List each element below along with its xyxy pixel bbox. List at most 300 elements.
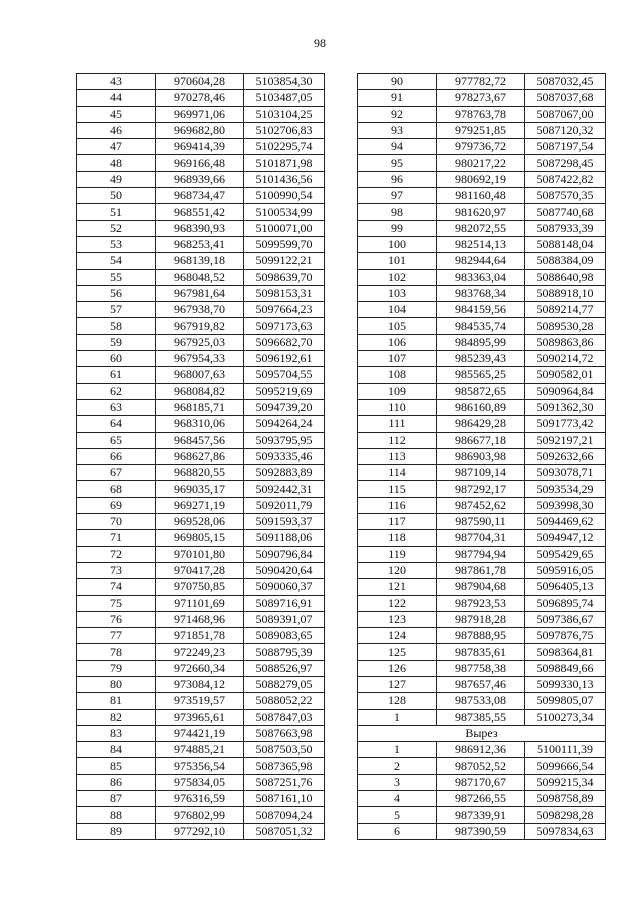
y-coordinate-cell: 5087161,10 (244, 791, 325, 807)
y-coordinate-cell: 5098153,31 (244, 285, 325, 301)
table-row (358, 644, 606, 660)
x-coordinate-cell: 968820,55 (156, 465, 244, 481)
y-coordinate-cell: 5093534,29 (525, 481, 606, 497)
point-number-cell: 100 (358, 236, 437, 252)
point-number-cell: 62 (77, 383, 156, 399)
y-coordinate-cell: 5089214,77 (525, 302, 606, 318)
y-coordinate-cell: 5100273,34 (525, 709, 606, 725)
table-row (77, 106, 325, 122)
x-coordinate-cell: 973519,57 (156, 693, 244, 709)
x-coordinate-cell: 986429,28 (437, 416, 525, 432)
x-coordinate-cell: 968310,06 (156, 416, 244, 432)
x-coordinate-cell: 987533,08 (437, 693, 525, 709)
x-coordinate-cell: 986903,98 (437, 448, 525, 464)
y-coordinate-cell: 5087197,54 (525, 139, 606, 155)
y-coordinate-cell: 5090060,37 (244, 579, 325, 595)
table-row (358, 351, 606, 367)
y-coordinate-cell: 5087094,24 (244, 807, 325, 823)
y-coordinate-cell: 5095704,55 (244, 367, 325, 383)
y-coordinate-cell: 5090582,01 (525, 367, 606, 383)
x-coordinate-cell: 974421,19 (156, 725, 244, 741)
x-coordinate-cell: 987590,11 (437, 514, 525, 530)
y-coordinate-cell: 5091188,06 (244, 530, 325, 546)
y-coordinate-cell: 5093998,30 (525, 497, 606, 513)
table-row (358, 676, 606, 692)
y-coordinate-cell: 5097664,23 (244, 302, 325, 318)
x-coordinate-cell: 987923,53 (437, 595, 525, 611)
x-coordinate-cell: 967981,64 (156, 285, 244, 301)
x-coordinate-cell: 977292,10 (156, 823, 244, 839)
y-coordinate-cell: 5089530,28 (525, 318, 606, 334)
table-row (77, 611, 325, 627)
y-coordinate-cell: 5087847,03 (244, 709, 325, 725)
point-number-cell: 64 (77, 416, 156, 432)
y-coordinate-cell: 5087365,98 (244, 758, 325, 774)
x-coordinate-cell: 987385,55 (437, 709, 525, 725)
x-coordinate-cell: 984535,74 (437, 318, 525, 334)
y-coordinate-cell: 5092197,21 (525, 432, 606, 448)
point-number-cell: 114 (358, 465, 437, 481)
point-number-cell: 97 (358, 188, 437, 204)
table-row (358, 155, 606, 171)
table-row (77, 139, 325, 155)
table-row (77, 791, 325, 807)
point-number-cell: 125 (358, 644, 437, 660)
x-coordinate-cell: 968457,56 (156, 432, 244, 448)
y-coordinate-cell: 5103487,05 (244, 90, 325, 106)
page-number: 98 (314, 36, 326, 50)
table-row (358, 106, 606, 122)
y-coordinate-cell: 5090796,84 (244, 546, 325, 562)
y-coordinate-cell: 5099805,07 (525, 693, 606, 709)
point-number-cell: 78 (77, 644, 156, 660)
table-row (77, 155, 325, 171)
x-coordinate-cell: 969971,06 (156, 106, 244, 122)
table-row (358, 530, 606, 546)
point-number-cell: 58 (77, 318, 156, 334)
point-number-cell: 68 (77, 481, 156, 497)
x-coordinate-cell: 968390,93 (156, 220, 244, 236)
x-coordinate-cell: 982514,13 (437, 236, 525, 252)
point-number-cell: 81 (77, 693, 156, 709)
table-row (77, 595, 325, 611)
y-coordinate-cell: 5102706,83 (244, 122, 325, 138)
point-number-cell: 54 (77, 253, 156, 269)
x-coordinate-cell: 987266,55 (437, 791, 525, 807)
table-row (358, 611, 606, 627)
point-number-cell: 107 (358, 351, 437, 367)
table-row (77, 725, 325, 741)
point-number-cell: 128 (358, 693, 437, 709)
table-row (358, 416, 606, 432)
table-row (358, 709, 606, 725)
point-number-cell: 65 (77, 432, 156, 448)
table-row (77, 188, 325, 204)
y-coordinate-cell: 5096895,74 (525, 595, 606, 611)
point-number-cell: 44 (77, 90, 156, 106)
table-row (358, 269, 606, 285)
point-number-cell: 67 (77, 465, 156, 481)
table-row (77, 644, 325, 660)
x-coordinate-cell: 987794,94 (437, 546, 525, 562)
y-coordinate-cell: 5097876,75 (525, 628, 606, 644)
point-number-cell: 127 (358, 676, 437, 692)
table-row (358, 122, 606, 138)
x-coordinate-cell: 968627,86 (156, 448, 244, 464)
table-row (77, 220, 325, 236)
point-number-cell: 70 (77, 514, 156, 530)
point-number-cell: 3 (358, 774, 437, 790)
table-row (77, 742, 325, 758)
y-coordinate-cell: 5092011,79 (244, 497, 325, 513)
x-coordinate-cell: 987292,17 (437, 481, 525, 497)
y-coordinate-cell: 5099666,54 (525, 758, 606, 774)
point-number-cell: 103 (358, 285, 437, 301)
point-number-cell: 108 (358, 367, 437, 383)
point-number-cell: 53 (77, 236, 156, 252)
y-coordinate-cell: 5092883,89 (244, 465, 325, 481)
y-coordinate-cell: 5090964,84 (525, 383, 606, 399)
y-coordinate-cell: 5092632,66 (525, 448, 606, 464)
point-number-cell: 79 (77, 660, 156, 676)
point-number-cell: 69 (77, 497, 156, 513)
y-coordinate-cell: 5088148,04 (525, 236, 606, 252)
table-row (77, 497, 325, 513)
point-number-cell: 118 (358, 530, 437, 546)
y-coordinate-cell: 5100111,39 (525, 742, 606, 758)
y-coordinate-cell: 5094947,12 (525, 530, 606, 546)
point-number-cell: 1 (358, 709, 437, 725)
y-coordinate-cell: 5098639,70 (244, 269, 325, 285)
x-coordinate-cell: 987452,62 (437, 497, 525, 513)
point-number-cell: 92 (358, 106, 437, 122)
table-row (77, 171, 325, 187)
point-number-cell: 117 (358, 514, 437, 530)
x-coordinate-cell: 981620,97 (437, 204, 525, 220)
point-number-cell: 85 (77, 758, 156, 774)
point-number-cell: 80 (77, 676, 156, 692)
x-coordinate-cell: 967925,03 (156, 334, 244, 350)
x-coordinate-cell: 987390,59 (437, 823, 525, 839)
table-row (358, 253, 606, 269)
table-row (77, 302, 325, 318)
point-number-cell: 5 (358, 807, 437, 823)
x-coordinate-cell: 973965,61 (156, 709, 244, 725)
point-number-cell: 75 (77, 595, 156, 611)
x-coordinate-cell: 985239,43 (437, 351, 525, 367)
y-coordinate-cell: 5090420,64 (244, 562, 325, 578)
x-coordinate-cell: 980217,22 (437, 155, 525, 171)
table-row (77, 693, 325, 709)
x-coordinate-cell: 974885,21 (156, 742, 244, 758)
table-row (358, 220, 606, 236)
y-coordinate-cell: 5087740,68 (525, 204, 606, 220)
point-number-cell: 126 (358, 660, 437, 676)
x-coordinate-cell: 987918,28 (437, 611, 525, 627)
y-coordinate-cell: 5088279,05 (244, 676, 325, 692)
point-number-cell: 102 (358, 269, 437, 285)
point-number-cell: 2 (358, 758, 437, 774)
y-coordinate-cell: 5089716,91 (244, 595, 325, 611)
x-coordinate-cell: 969805,15 (156, 530, 244, 546)
point-number-cell: 89 (77, 823, 156, 839)
table-row (358, 562, 606, 578)
table-row (358, 432, 606, 448)
x-coordinate-cell: 987904,68 (437, 579, 525, 595)
table-row (77, 383, 325, 399)
point-number-cell: 99 (358, 220, 437, 236)
point-number-cell: 71 (77, 530, 156, 546)
table-row (358, 74, 606, 90)
y-coordinate-cell: 5098298,28 (525, 807, 606, 823)
point-number-cell: 82 (77, 709, 156, 725)
point-number-cell: 76 (77, 611, 156, 627)
y-coordinate-cell: 5087032,45 (525, 74, 606, 90)
point-number-cell: 73 (77, 562, 156, 578)
x-coordinate-cell: 969166,48 (156, 155, 244, 171)
point-number-cell: 77 (77, 628, 156, 644)
x-coordinate-cell: 982944,64 (437, 253, 525, 269)
x-coordinate-cell: 967954,33 (156, 351, 244, 367)
table-row (358, 546, 606, 562)
y-coordinate-cell: 5091593,37 (244, 514, 325, 530)
x-coordinate-cell: 972660,34 (156, 660, 244, 676)
x-coordinate-cell: 986912,36 (437, 742, 525, 758)
y-coordinate-cell: 5091362,30 (525, 399, 606, 415)
table-row (77, 432, 325, 448)
y-coordinate-cell: 5103104,25 (244, 106, 325, 122)
table-row (358, 367, 606, 383)
table-row (358, 807, 606, 823)
y-coordinate-cell: 5099599,70 (244, 236, 325, 252)
point-number-cell: 50 (77, 188, 156, 204)
point-number-cell: 106 (358, 334, 437, 350)
x-coordinate-cell: 985565,25 (437, 367, 525, 383)
point-number-cell: 121 (358, 579, 437, 595)
y-coordinate-cell: 5091773,42 (525, 416, 606, 432)
y-coordinate-cell: 5094264,24 (244, 416, 325, 432)
coordinates-table-right (357, 73, 606, 840)
y-coordinate-cell: 5087037,68 (525, 90, 606, 106)
y-coordinate-cell: 5089863,86 (525, 334, 606, 350)
table-row (358, 285, 606, 301)
table-row (358, 465, 606, 481)
y-coordinate-cell: 5087051,32 (244, 823, 325, 839)
x-coordinate-cell: 978763,78 (437, 106, 525, 122)
x-coordinate-cell: 987861,78 (437, 562, 525, 578)
y-coordinate-cell: 5101436,56 (244, 171, 325, 187)
x-coordinate-cell: 981160,48 (437, 188, 525, 204)
table-row (77, 236, 325, 252)
y-coordinate-cell: 5099215,34 (525, 774, 606, 790)
point-number-cell: 93 (358, 122, 437, 138)
table-row (77, 660, 325, 676)
point-number-cell: 90 (358, 74, 437, 90)
point-number-cell: 101 (358, 253, 437, 269)
x-coordinate-cell: 972249,23 (156, 644, 244, 660)
x-coordinate-cell: 970278,46 (156, 90, 244, 106)
point-number-cell: 123 (358, 611, 437, 627)
x-coordinate-cell: 968048,52 (156, 269, 244, 285)
table-row (358, 742, 606, 758)
point-number-cell: 120 (358, 562, 437, 578)
point-number-cell: 47 (77, 139, 156, 155)
point-number-cell: 48 (77, 155, 156, 171)
table-row (77, 318, 325, 334)
y-coordinate-cell: 5097173,63 (244, 318, 325, 334)
x-coordinate-cell: 987170,67 (437, 774, 525, 790)
x-coordinate-cell: 976802,99 (156, 807, 244, 823)
y-coordinate-cell: 5098849,66 (525, 660, 606, 676)
x-coordinate-cell: 971468,96 (156, 611, 244, 627)
point-number-cell: 110 (358, 399, 437, 415)
y-coordinate-cell: 5100534,99 (244, 204, 325, 220)
y-coordinate-cell: 5088640,98 (525, 269, 606, 285)
point-number-cell: 98 (358, 204, 437, 220)
y-coordinate-cell: 5098364,81 (525, 644, 606, 660)
y-coordinate-cell: 5087251,76 (244, 774, 325, 790)
point-number-cell: 96 (358, 171, 437, 187)
y-coordinate-cell: 5097386,67 (525, 611, 606, 627)
x-coordinate-cell: 987704,31 (437, 530, 525, 546)
table-row (77, 546, 325, 562)
point-number-cell: 91 (358, 90, 437, 106)
x-coordinate-cell: 987657,46 (437, 676, 525, 692)
table-row (77, 367, 325, 383)
point-number-cell: 60 (77, 351, 156, 367)
table-row (77, 758, 325, 774)
x-coordinate-cell: 968139,18 (156, 253, 244, 269)
table-row (77, 481, 325, 497)
table-row (358, 595, 606, 611)
y-coordinate-cell: 5097834,63 (525, 823, 606, 839)
table-row (77, 74, 325, 90)
x-coordinate-cell: 979736,72 (437, 139, 525, 155)
x-coordinate-cell: 983363,04 (437, 269, 525, 285)
y-coordinate-cell: 5087422,82 (525, 171, 606, 187)
point-number-cell: 86 (77, 774, 156, 790)
y-coordinate-cell: 5095916,05 (525, 562, 606, 578)
table-row (358, 236, 606, 252)
y-coordinate-cell: 5103854,30 (244, 74, 325, 90)
point-number-cell: 72 (77, 546, 156, 562)
x-coordinate-cell: 979251,85 (437, 122, 525, 138)
table-row (358, 823, 606, 839)
x-coordinate-cell: 970750,85 (156, 579, 244, 595)
table-row (358, 204, 606, 220)
point-number-cell: 59 (77, 334, 156, 350)
x-coordinate-cell: 968734,47 (156, 188, 244, 204)
table-row (77, 399, 325, 415)
table-row (358, 302, 606, 318)
table-row (77, 465, 325, 481)
x-coordinate-cell: 984895,99 (437, 334, 525, 350)
point-number-cell: 57 (77, 302, 156, 318)
y-coordinate-cell: 5087503,50 (244, 742, 325, 758)
y-coordinate-cell: 5088384,09 (525, 253, 606, 269)
x-coordinate-cell: 969414,39 (156, 139, 244, 155)
y-coordinate-cell: 5095219,69 (244, 383, 325, 399)
table-row (77, 285, 325, 301)
x-coordinate-cell: 968551,42 (156, 204, 244, 220)
x-coordinate-cell: 973084,12 (156, 676, 244, 692)
point-number-cell: 51 (77, 204, 156, 220)
point-number-cell: 1 (358, 742, 437, 758)
table-row (77, 253, 325, 269)
point-number-cell: 46 (77, 122, 156, 138)
point-number-cell: 87 (77, 791, 156, 807)
y-coordinate-cell: 5098758,89 (525, 791, 606, 807)
y-coordinate-cell: 5087663,98 (244, 725, 325, 741)
point-number-cell: 45 (77, 106, 156, 122)
point-number-cell: 84 (77, 742, 156, 758)
x-coordinate-cell: 971101,69 (156, 595, 244, 611)
table-row (358, 693, 606, 709)
x-coordinate-cell: 975356,54 (156, 758, 244, 774)
x-coordinate-cell: 968939,66 (156, 171, 244, 187)
y-coordinate-cell: 5099122,21 (244, 253, 325, 269)
x-coordinate-cell: 987339,91 (437, 807, 525, 823)
point-number-cell: 52 (77, 220, 156, 236)
table-row (77, 709, 325, 725)
section-title: Вырез (358, 725, 606, 741)
point-number-cell: 111 (358, 416, 437, 432)
y-coordinate-cell: 5088918,10 (525, 285, 606, 301)
table-row (358, 481, 606, 497)
y-coordinate-cell: 5102295,74 (244, 139, 325, 155)
x-coordinate-cell: 975834,05 (156, 774, 244, 790)
point-number-cell: 88 (77, 807, 156, 823)
x-coordinate-cell: 976316,59 (156, 791, 244, 807)
point-number-cell: 83 (77, 725, 156, 741)
table-row (77, 269, 325, 285)
x-coordinate-cell: 969035,17 (156, 481, 244, 497)
table-row (358, 171, 606, 187)
y-coordinate-cell: 5087120,32 (525, 122, 606, 138)
table-row (358, 628, 606, 644)
x-coordinate-cell: 987052,52 (437, 758, 525, 774)
point-number-cell: 122 (358, 595, 437, 611)
table-row (77, 204, 325, 220)
point-number-cell: 61 (77, 367, 156, 383)
x-coordinate-cell: 968084,82 (156, 383, 244, 399)
y-coordinate-cell: 5100990,54 (244, 188, 325, 204)
y-coordinate-cell: 5099330,13 (525, 676, 606, 692)
point-number-cell: 116 (358, 497, 437, 513)
table-row (77, 416, 325, 432)
point-number-cell: 105 (358, 318, 437, 334)
table-row (358, 791, 606, 807)
point-number-cell: 66 (77, 448, 156, 464)
y-coordinate-cell: 5089083,65 (244, 628, 325, 644)
y-coordinate-cell: 5090214,72 (525, 351, 606, 367)
table-row (358, 90, 606, 106)
point-number-cell: 6 (358, 823, 437, 839)
point-number-cell: 63 (77, 399, 156, 415)
x-coordinate-cell: 970417,28 (156, 562, 244, 578)
x-coordinate-cell: 971851,78 (156, 628, 244, 644)
table-row (358, 774, 606, 790)
x-coordinate-cell: 970101,80 (156, 546, 244, 562)
point-number-cell: 109 (358, 383, 437, 399)
table-row (358, 318, 606, 334)
table-row (358, 758, 606, 774)
table-row (77, 807, 325, 823)
table-row (77, 676, 325, 692)
table-row (77, 579, 325, 595)
y-coordinate-cell: 5100071,00 (244, 220, 325, 236)
x-coordinate-cell: 987888,95 (437, 628, 525, 644)
